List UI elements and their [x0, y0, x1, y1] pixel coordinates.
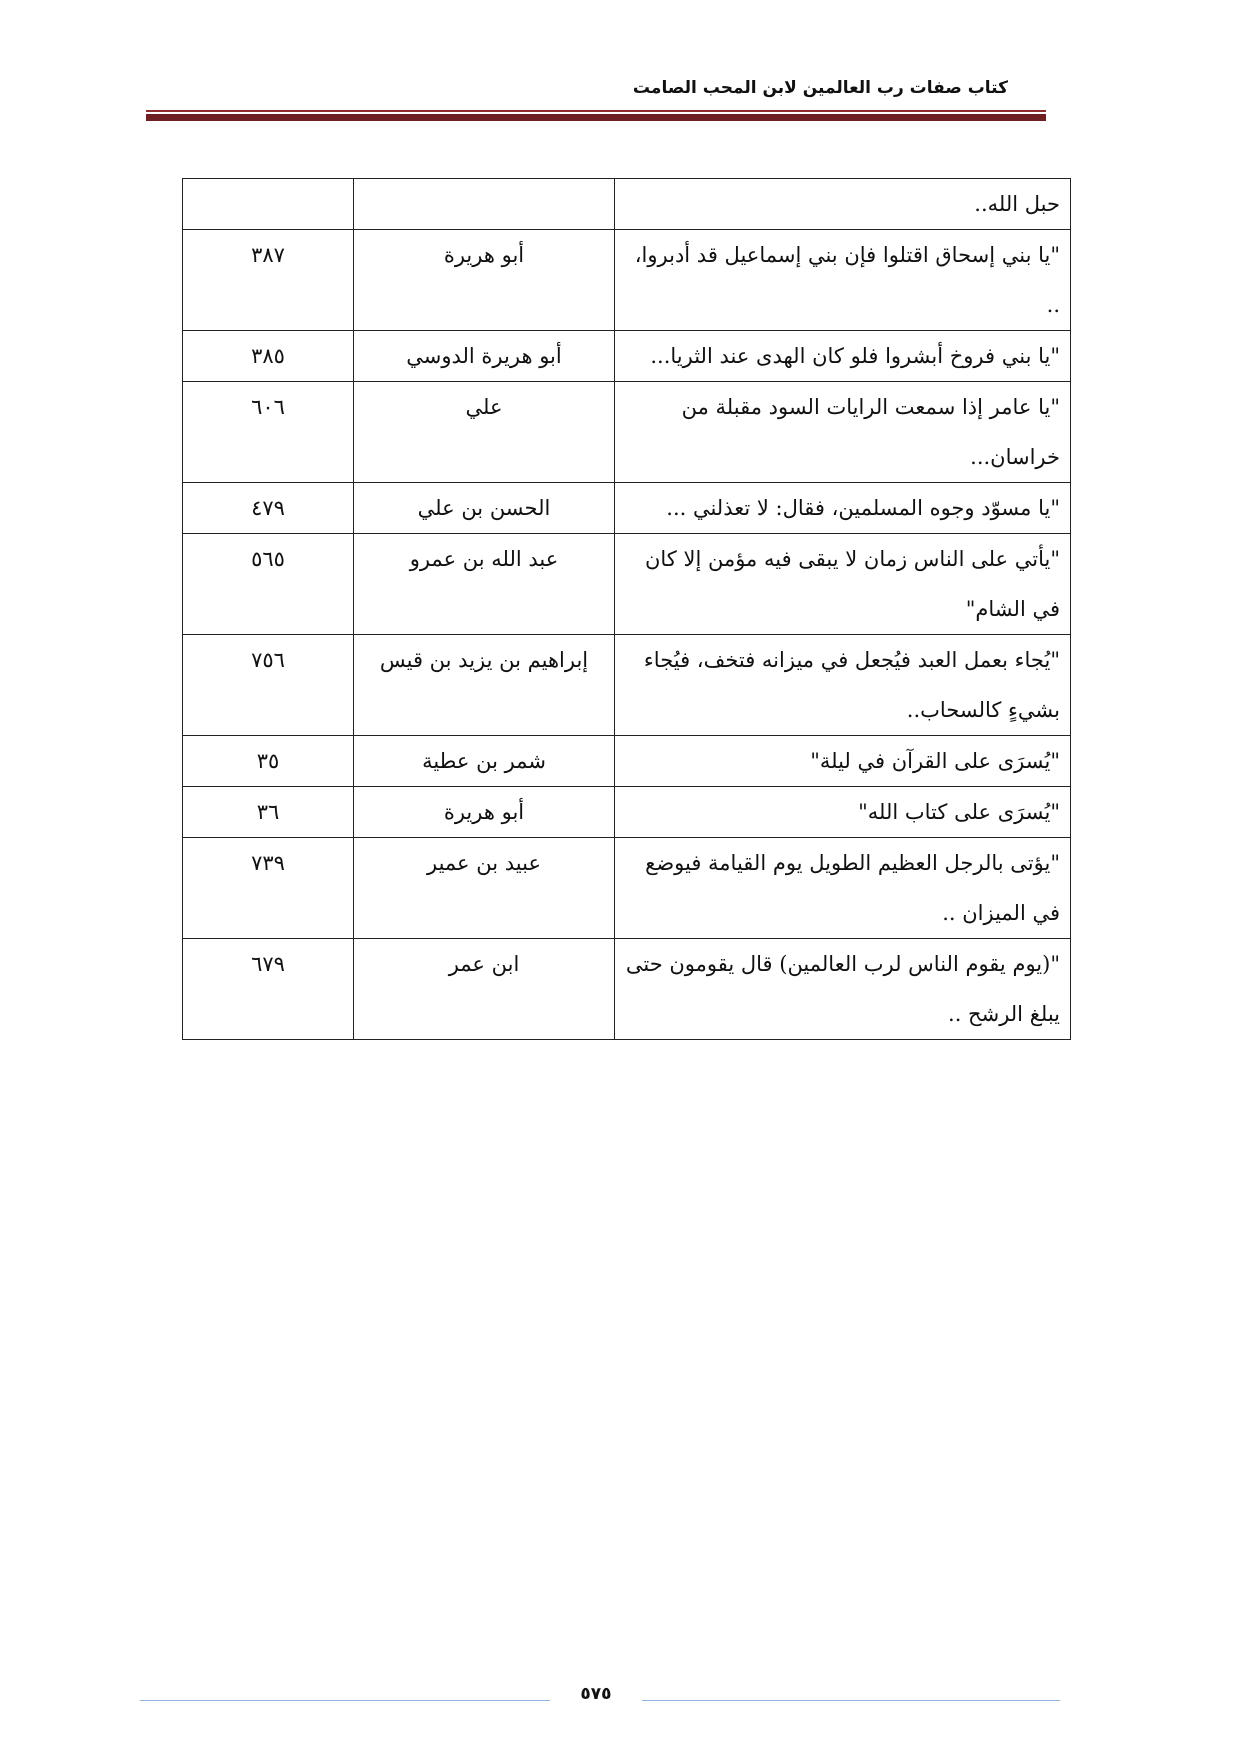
page-ref-cell: ٥٦٥: [183, 534, 354, 635]
narrator-cell: إبراهيم بن يزيد بن قيس: [354, 635, 615, 736]
narrator-cell: ابن عمر: [354, 939, 615, 1040]
table-row: [183, 534, 1071, 635]
narrator-cell: أبو هريرة الدوسي: [354, 331, 615, 382]
hadith-text-cell: "يا بني إسحاق اقتلوا فإن بني إسماعيل قد أدبروا، ..: [615, 230, 1071, 331]
table-row: [183, 483, 1071, 534]
table-row: [183, 331, 1071, 382]
narrator-cell: عبيد بن عمير: [354, 838, 615, 939]
page-number: ٥٧٥: [580, 1684, 612, 1704]
table-row: [183, 382, 1071, 483]
page-ref-cell: ٤٧٩: [183, 483, 354, 534]
table-row: [183, 179, 1071, 230]
page-ref-cell: ٦٧٩: [183, 939, 354, 1040]
narrator-cell: الحسن بن علي: [354, 483, 615, 534]
table-row: [183, 230, 1071, 331]
hadith-text-cell: "يُسرَى على كتاب الله": [615, 787, 1071, 838]
narrator-cell: عبد الله بن عمرو: [354, 534, 615, 635]
page-ref-cell: ٣٨٧: [183, 230, 354, 331]
hadith-text-cell: "يا بني فروخ أبشروا فلو كان الهدى عند الثريا...: [615, 331, 1071, 382]
narrator-cell: أبو هريرة: [354, 787, 615, 838]
hadith-text-cell: "يا مسوّد وجوه المسلمين، فقال: لا تعذلني ...: [615, 483, 1071, 534]
narrator-cell: [354, 179, 615, 230]
narrator-cell: علي: [354, 382, 615, 483]
page-ref-cell: ٣٥: [183, 736, 354, 787]
footer-rule-left: [140, 1700, 550, 1701]
page-ref-cell: ٦٠٦: [183, 382, 354, 483]
page-ref-cell: ٧٣٩: [183, 838, 354, 939]
hadith-text-cell: "(يوم يقوم الناس لرب العالمين) قال يقومون حتى يبلغ الرشح ..: [615, 939, 1071, 1040]
narrator-cell: أبو هريرة: [354, 230, 615, 331]
hadith-index-table: [182, 178, 1071, 1040]
running-header-title: كتاب صفات رب العالمين لابن المحب الصامت: [632, 78, 1008, 98]
hadith-text-cell: "يُسرَى على القرآن في ليلة": [615, 736, 1071, 787]
page-ref-cell: ٧٥٦: [183, 635, 354, 736]
page-ref-cell: [183, 179, 354, 230]
hadith-text-cell: "يأتي على الناس زمان لا يبقى فيه مؤمن إلا كان في الشام": [615, 534, 1071, 635]
hadith-text-cell: "يؤتى بالرجل العظيم الطويل يوم القيامة فيوضع في الميزان ..: [615, 838, 1071, 939]
header-rule-thin: [146, 110, 1046, 112]
header-rule-thick: [146, 114, 1046, 121]
table-row: [183, 838, 1071, 939]
hadith-text-cell: "يا عامر إذا سمعت الرايات السود مقبلة من خراسان...: [615, 382, 1071, 483]
hadith-text-cell: "يُجاء بعمل العبد فيُجعل في ميزانه فتخف، فيُجاء بشيءٍ كالسحاب..: [615, 635, 1071, 736]
narrator-cell: شمر بن عطية: [354, 736, 615, 787]
table-row: [183, 635, 1071, 736]
table-row: [183, 736, 1071, 787]
table-row: [183, 939, 1071, 1040]
hadith-text-cell: حبل الله..: [615, 179, 1071, 230]
page-ref-cell: ٣٨٥: [183, 331, 354, 382]
footer-rule-right: [642, 1700, 1060, 1701]
page-ref-cell: ٣٦: [183, 787, 354, 838]
table-row: [183, 787, 1071, 838]
